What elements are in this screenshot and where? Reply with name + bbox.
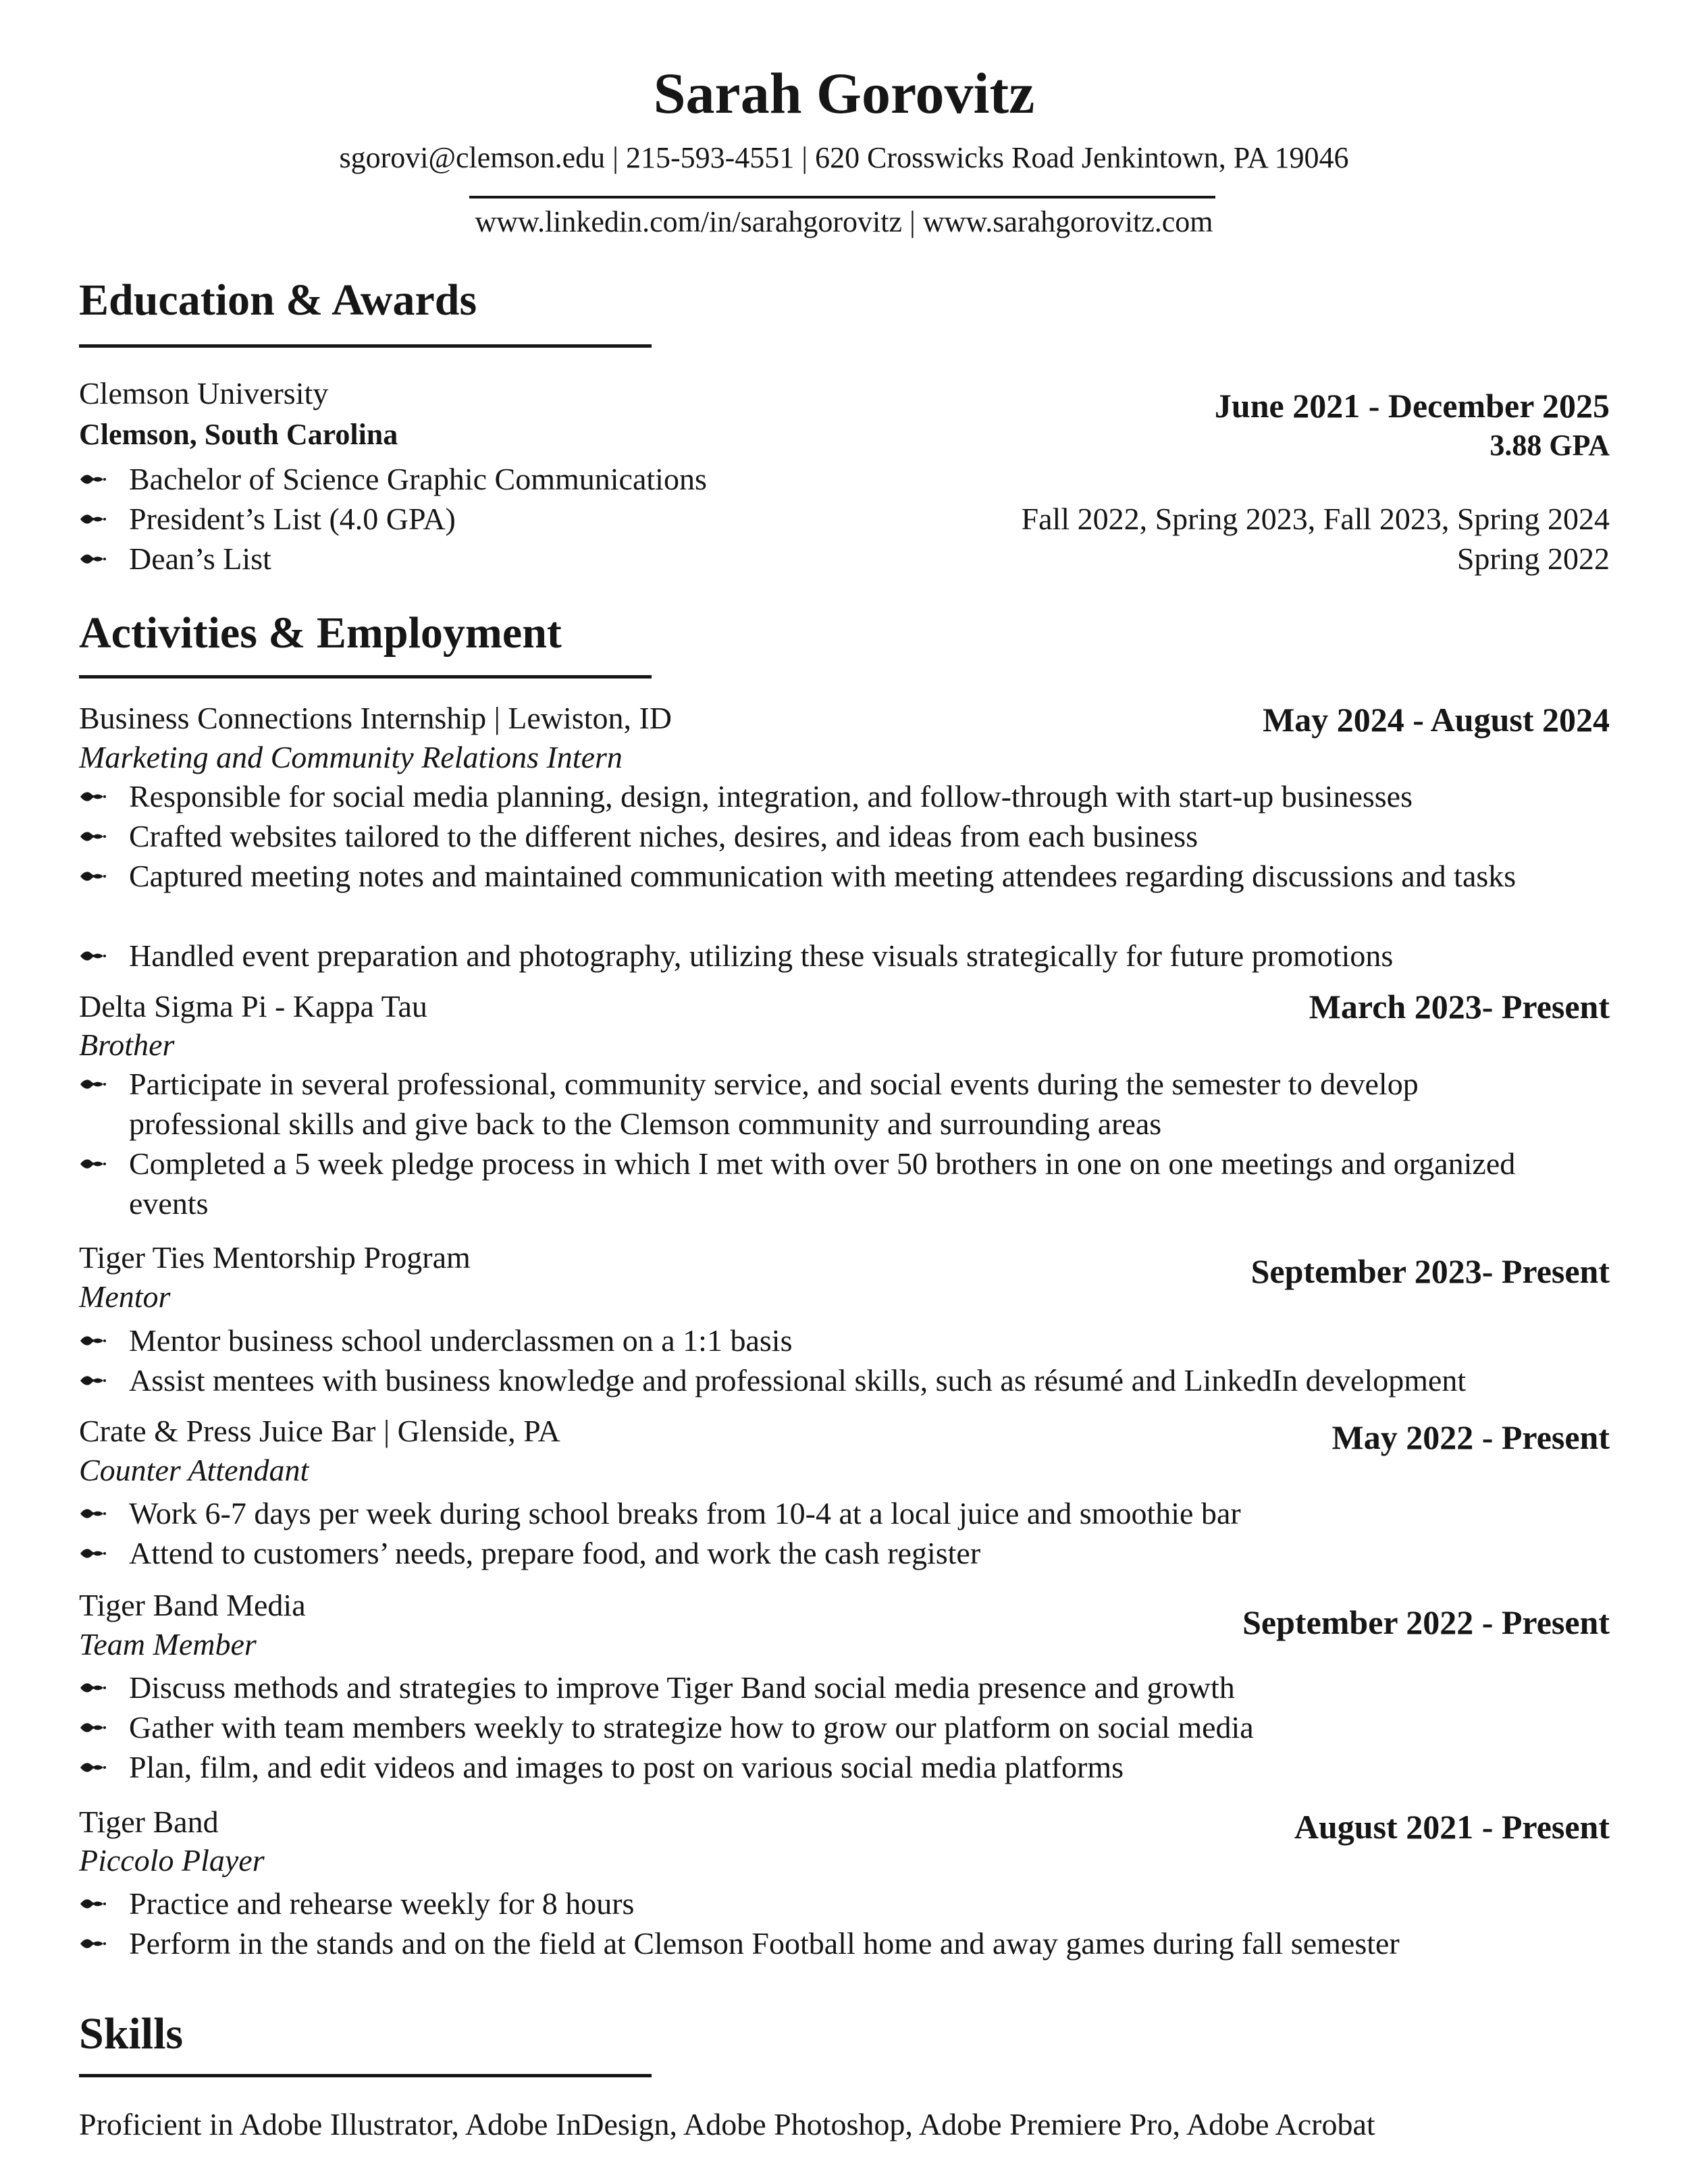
activity-bullet — [79, 1533, 1571, 1573]
fleuron-bullet-icon — [79, 470, 106, 489]
activity-bullet-text: Handled event preparation and photography, utilizing these visuals strategically for future promotions — [129, 938, 1394, 973]
activity-bullet-text: Captured meeting notes and maintained communication with meeting attendees regarding discussions and tasks — [129, 859, 1516, 893]
education-item-detail: Spring 2022 — [1456, 541, 1610, 576]
fleuron-bullet-icon — [79, 1678, 106, 1697]
activity-bullet-text: Completed a 5 week pledge process in which I met with over 50 brothers in one on one meetings and organized events — [129, 1146, 1516, 1221]
activity-bullet-text: Gather with team members weekly to strategize how to grow our platform on social media — [129, 1710, 1254, 1744]
activity-bullet-text: Participate in several professional, community service, and social events during the semester to develop professional skills and give back to the Clemson community and surrounding areas — [129, 1067, 1419, 1141]
activity-role: Piccolo Player — [79, 1843, 265, 1877]
fleuron-bullet-icon — [79, 550, 106, 568]
fleuron-bullet-icon — [79, 1154, 106, 1173]
fleuron-bullet-icon — [79, 1718, 106, 1737]
activity-dates: March 2023- Present — [1309, 988, 1610, 1026]
fleuron-bullet-icon — [79, 1934, 106, 1953]
fleuron-bullet-icon — [79, 1371, 106, 1390]
activity-bullet-text: Discuss methods and strategies to improve Tiger Band social media presence and growth — [129, 1670, 1235, 1705]
education-item-text: Bachelor of Science Graphic Communications — [129, 462, 707, 496]
skills-section-title: Skills — [79, 2009, 184, 2058]
activity-bullet — [79, 1747, 1571, 1787]
activity-bullet — [79, 1884, 1571, 1923]
activities-section-title: Activities & Employment — [79, 608, 562, 658]
activity-bullet — [79, 1707, 1571, 1747]
activity-org: Tiger Band Media — [79, 1588, 306, 1622]
activity-bullet — [79, 1321, 1571, 1360]
activity-bullet — [79, 1668, 1571, 1707]
activity-org: Tiger Band — [79, 1805, 219, 1839]
activity-bullet — [79, 1064, 1571, 1144]
fleuron-bullet-icon — [79, 947, 106, 965]
activity-bullet-text: Crafted websites tailored to the different niches, desires, and ideas from each business — [129, 819, 1198, 853]
fleuron-bullet-icon — [79, 510, 106, 529]
fleuron-bullet-icon — [79, 1075, 106, 1094]
header-divider — [469, 196, 1215, 198]
fleuron-bullet-icon — [79, 1894, 106, 1913]
education-item-text: Dean’s List — [129, 541, 271, 576]
activity-bullet-text: Work 6-7 days per week during school breaks from 10-4 at a local juice and smoothie bar — [129, 1496, 1241, 1530]
education-section-rule — [79, 344, 652, 348]
education-location: Clemson, South Carolina — [79, 418, 398, 451]
activity-org: Delta Sigma Pi - Kappa Tau — [79, 989, 427, 1023]
activity-dates: May 2024 - August 2024 — [1263, 701, 1610, 739]
contact-line: sgorovi@clemson.edu | 215-593-4551 | 620 Crosswicks Road Jenkintown, PA 19046 — [339, 141, 1349, 174]
activity-bullet-text: Practice and rehearse weekly for 8 hours — [129, 1886, 635, 1921]
web-links-line: www.linkedin.com/in/sarahgorovitz | www.sarahgorovitz.com — [475, 205, 1213, 238]
skills-text: Proficient in Adobe Illustrator, Adobe InDesign, Adobe Photoshop, Adobe Premiere Pro, Adobe Acrobat — [79, 2107, 1375, 2141]
activity-role: Team Member — [79, 1627, 257, 1661]
education-item-detail: Fall 2022, Spring 2023, Fall 2023, Spring 2024 — [1021, 502, 1610, 536]
activity-dates: September 2023- Present — [1250, 1252, 1610, 1290]
activity-bullet — [79, 816, 1571, 856]
fleuron-bullet-icon — [79, 787, 106, 806]
activity-bullet — [79, 1923, 1571, 1963]
activity-dates: August 2021 - Present — [1294, 1808, 1610, 1846]
activity-bullet — [79, 1144, 1571, 1223]
activity-bullet — [79, 776, 1571, 816]
education-section-title: Education & Awards — [79, 275, 477, 325]
activity-bullet-text: Plan, film, and edit videos and images to post on various social media platforms — [129, 1750, 1124, 1784]
activity-dates: September 2022 - Present — [1242, 1603, 1610, 1641]
activity-dates: May 2022 - Present — [1331, 1418, 1610, 1456]
activity-bullet-text: Attend to customers’ needs, prepare food, and work the cash register — [129, 1536, 981, 1570]
education-dates: June 2021 - December 2025 — [1214, 387, 1610, 425]
activity-bullet — [79, 936, 1571, 976]
education-item — [79, 459, 1571, 499]
activity-org: Crate & Press Juice Bar | Glenside, PA — [79, 1414, 560, 1448]
activity-bullet — [79, 856, 1571, 896]
fleuron-bullet-icon — [79, 1544, 106, 1563]
skills-section-rule — [79, 2074, 652, 2077]
activity-org: Business Connections Internship | Lewiston, ID — [79, 701, 672, 735]
resume-name: Sarah Gorovitz — [653, 61, 1035, 126]
activity-role: Counter Attendant — [79, 1453, 309, 1487]
fleuron-bullet-icon — [79, 1331, 106, 1350]
activity-bullet-text: Responsible for social media planning, design, integration, and follow-through with start-up businesses — [129, 779, 1413, 814]
fleuron-bullet-icon — [79, 1758, 106, 1777]
activity-bullet-text: Perform in the stands and on the field at Clemson Football home and away games during fall semester — [129, 1926, 1400, 1961]
activity-bullet-text: Mentor business school underclassmen on a 1:1 basis — [129, 1323, 793, 1358]
education-item-text: President’s List (4.0 GPA) — [129, 502, 456, 536]
activity-bullet — [79, 1493, 1571, 1533]
fleuron-bullet-icon — [79, 867, 106, 886]
fleuron-bullet-icon — [79, 1504, 106, 1523]
activity-role: Marketing and Community Relations Intern — [79, 740, 623, 774]
fleuron-bullet-icon — [79, 827, 106, 846]
activity-bullet-text: Assist mentees with business knowledge and professional skills, such as résumé and LinkedIn development — [129, 1363, 1467, 1397]
education-school: Clemson University — [79, 376, 329, 410]
activity-role: Brother — [79, 1028, 175, 1062]
activity-role: Mentor — [79, 1279, 171, 1314]
education-gpa: 3.88 GPA — [1489, 429, 1610, 462]
activity-org: Tiger Ties Mentorship Program — [79, 1240, 471, 1275]
education-item — [79, 539, 1571, 579]
activity-bullet — [79, 1360, 1571, 1400]
activities-section-rule — [79, 675, 652, 678]
